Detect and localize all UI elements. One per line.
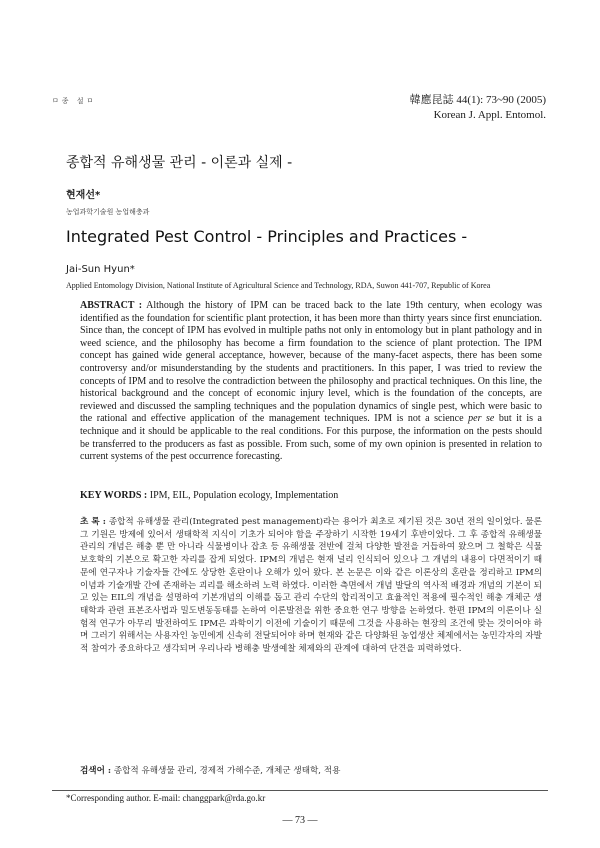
korean-keywords-text: 종합적 유해생물 관리, 경제적 가해수준, 개체군 생태학, 적용	[113, 766, 341, 776]
korean-affiliation: 농업과학기술원 농업해충과	[66, 208, 150, 216]
abstract-label: ABSTRACT :	[80, 300, 143, 311]
abstract-italic: per se	[468, 413, 495, 425]
keywords-label: KEY WORDS :	[80, 490, 148, 501]
english-abstract	[80, 300, 542, 464]
korean-author: 현재선*	[66, 190, 101, 201]
korean-keywords	[80, 764, 542, 776]
english-author: Jai-Sun Hyun*	[66, 264, 135, 275]
english-keywords	[80, 490, 542, 501]
korean-abstract-text: 종합적 유해생물 관리(Integrated pest management)라는 용어가 최초로 제기된 것은 30년 전의 일이었다. 물론 그 기원은 방제에 있어서 생태학적 지식이 기초가 되어야 함을 주장하기 시작한 19세기 후반이었다. 그 후 종합적 유해생물관리의 개념은 해충 뿐 만 아니라 식물병이나 잡초 등 유해생물 전반에 걸쳐 다양한 발전을 거듭하여 왔으며 그 철학은 식물보호학의 기본으로 확고한 자리를 잡게 되었다. IPM의 개념은 현재 널리 인식되어 있으나 그 개념의 내용이 다면적이기 때문에 연구자나 기술자들 간에도 상당한 혼란이나 오해가 있어 왔다. 본 논문은 이와 같은 이론상의 혼란을 정리하고 IPM의 이념과 기술개발 간에 존재하는 괴리를 해소하려 노력 하였다. 이러한 측면에서 개념 발달의 역사적 배경과 개념의 기본이 되고 있는 EIL의 개념을 설명하여 기본개념의 이해를 돕고 관리 수단의 합리적이고 효율적인 적용에 필수적인 해충 개체군 생태학과 관련 표본조사법과 밀도변동동태를 논하여 이론발전을 위한 중요한 연구 방향을 논하였다. 한편 IPM의 이론이나 실험적 연구가 아무리 발전하여도 IPM은 과학이기 이전에 기술이기 때문에 그것을 사용하는 현장의 조건에 맞는 것이어야 하며 그러기 위해서는 사용자인 농민에게 신속히 전달되어야 하며 현재와 같은 다양화된 농업생산 체제에서는 농민각자의 자발적 참여가 중요하다고 생각되며 우리나라 병해충 발생예찰 체제와의 관계에 대하여 단견을 피력하였다.	[80, 517, 542, 655]
abstract-text-part2: but it is a technique and it should be applicable to the real conditions. For this purpose, the information on the pests should be transferred to the producers as fast as possible. From such, some of my own opinion is presented in relation to current systems of the pest occurrence forecasting.	[80, 413, 543, 463]
corresponding-author-footnote: *Corresponding author. E-mail: changgpark@rda.go.kr	[66, 793, 266, 803]
journal-volume: 韓應昆誌 44(1): 73~90 (2005)	[409, 94, 546, 106]
english-title: Integrated Pest Control - Principles and Practices -	[66, 227, 468, 246]
korean-abstract-label: 초 록 :	[80, 517, 106, 527]
keywords-text: IPM, EIL, Population ecology, Implementation	[149, 490, 339, 501]
journal-name: Korean J. Appl. Entomol.	[433, 109, 546, 121]
abstract-text-part1: Although the history of IPM can be traced back to the late 19th century, when ecology was identified as the foundation for scientific plant protection, it has been more than thirty years since first enunciation. Since than, the concept of IPM has evolved in multiple paths not only in entomology but in plant pathology and in weed science, and the philosophy has become a firm foundation to the science of plant protection. The IPM concept has gained wide general acceptance, however, because of the many-facet aspects, there has been some controversy and/or misunderstanding by the students and practitioners. In this paper, I was tried to review the concepts of IPM and to resolve the contradiction between the philosophy and practical techniques. On this line, the historical background and the concept of economic injury level, which is the foundation of the concepts, are reviewed and discussed the sampling techniques and the population dynamics of single pest, which were basic to the rational and effective application of the management techniques. IPM is not a science	[80, 300, 542, 425]
page-number: — 73 —	[282, 815, 318, 826]
section-label: ㅁ종 설ㅁ	[52, 97, 97, 105]
journal-citation	[410, 93, 546, 123]
korean-keywords-label: 검색어 :	[80, 766, 112, 776]
korean-title: 종합적 유해생물 관리 - 이론과 실제 -	[66, 155, 293, 171]
korean-abstract	[80, 516, 542, 656]
footnote-divider	[52, 790, 548, 791]
english-affiliation: Applied Entomology Division, National Institute of Agricultural Science and Technology, RDA, Suwon 441-707, Republic of Korea	[66, 281, 491, 290]
